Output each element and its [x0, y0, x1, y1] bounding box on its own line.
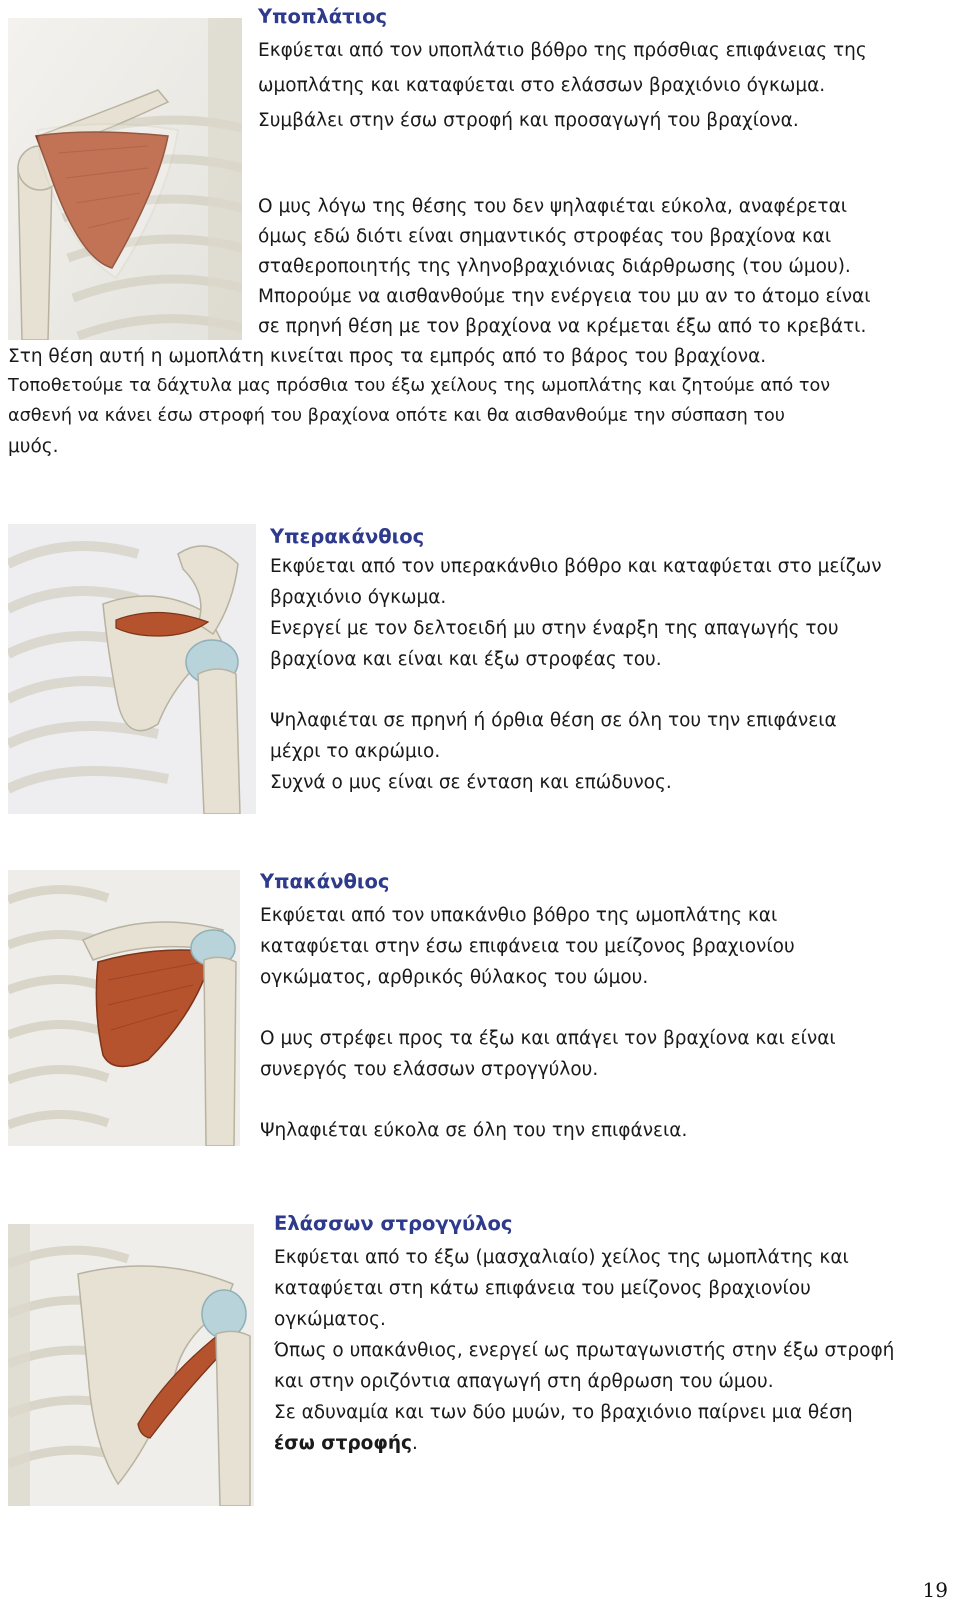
body-line: Στη θέση αυτή η ωμοπλάτη κινείται προς τα εμπρός από το βάρος του βραχίονα. — [8, 346, 767, 367]
emphasis-text: έσω στροφής — [274, 1433, 413, 1454]
section-title: Υπακάνθιος — [260, 870, 390, 893]
body-line: βραχιόνιο όγκωμα. — [270, 587, 447, 608]
line-end: . — [412, 1433, 418, 1454]
body-line: Εκφύεται από τον υπακάνθιο βόθρο της ωμοπλάτης και — [260, 905, 778, 926]
section-title: Υπερακάνθιος — [270, 525, 425, 548]
subscapularis-section — [0, 0, 960, 470]
body-line: βραχίονα και είναι και έξω στροφέας του. — [270, 649, 662, 670]
body-line: Συμβάλει στην έσω στροφή και προσαγωγή του βραχίονα. — [258, 110, 799, 131]
body-line: Ψηλαφιέται εύκολα σε όλη του την επιφάνεια. — [260, 1120, 688, 1141]
body-line: Ενεργεί με τον δελτοειδή μυ στην έναρξη της απαγωγής του — [270, 618, 839, 639]
body-line: μυός. — [8, 436, 59, 457]
body-line: καταφύεται στη κάτω επιφάνεια του μείζονος βραχιονίου — [274, 1278, 811, 1299]
body-line: Συχνά ο μυς είναι σε ένταση και επώδυνος. — [270, 772, 672, 793]
body-line: ογκώματος, αρθρικός θύλακος του ώμου. — [260, 967, 649, 988]
body-line: Όπως ο υπακάνθιος, ενεργεί ως πρωταγωνιστής στην έξω στροφή — [274, 1340, 895, 1361]
section-title: Ελάσσων στρογγύλος — [274, 1212, 513, 1235]
body-line: Σε αδυναμία και των δύο μυών, το βραχιόνιο παίρνει μια θέση — [274, 1402, 853, 1423]
body-line: Μπορούμε να αισθανθούμε την ενέργεια του μυ αν το άτομο είναι — [258, 286, 871, 307]
page-number: 19 — [922, 1578, 948, 1602]
body-line: Τοποθετούμε τα δάχτυλα μας πρόσθια του έξω χείλους της ωμοπλάτης και ζητούμε από τον — [8, 376, 831, 396]
body-line: Ψηλαφιέται σε πρηνή ή όρθια θέση σε όλη του την επιφάνεια — [270, 710, 837, 731]
body-line: σταθεροποιητής της γληνοβραχιόνιας διάρθρωσης (του ώμου). — [258, 256, 851, 277]
body-line: Ο μυς λόγω της θέσης του δεν ψηλαφιέται εύκολα, αναφέρεται — [258, 196, 848, 217]
body-line: σε πρηνή θέση με τον βραχίονα να κρέμεται έξω από το κρεβάτι. — [258, 316, 867, 337]
body-line: Εκφύεται από το έξω (μασχαλιαίο) χείλος της ωμοπλάτης και — [274, 1247, 849, 1268]
body-line: ωμοπλάτης και καταφύεται στο ελάσσων βραχιόνιο όγκωμα. — [258, 75, 826, 96]
body-line: όμως εδώ διότι είναι σημαντικός στροφέας του βραχίονα και — [258, 226, 832, 247]
teres-minor-section — [0, 1212, 960, 1472]
body-line: ογκώματος. — [274, 1309, 386, 1330]
body-line: συνεργός του ελάσσων στρογγύλου. — [260, 1059, 599, 1080]
body-line: Ο μυς στρέφει προς τα έξω και απάγει τον βραχίονα και είναι — [260, 1028, 836, 1049]
body-line-last — [274, 1433, 418, 1454]
body-line: ασθενή να κάνει έσω στροφή του βραχίονα οπότε και θα αισθανθούμε την σύσπαση του — [8, 406, 785, 426]
body-line: μέχρι το ακρώμιο. — [270, 741, 441, 762]
infraspinatus-section — [0, 870, 960, 1160]
section-title: Υποπλάτιος — [258, 5, 388, 28]
body-line: Εκφύεται από τον υποπλάτιο βόθρο της πρόσθιας επιφάνειας της — [258, 40, 867, 61]
body-line: και στην οριζόντια απαγωγή στη άρθρωση του ώμου. — [274, 1371, 774, 1392]
body-line: Εκφύεται από τον υπερακάνθιο βόθρο και καταφύεται στο μείζων — [270, 556, 882, 577]
body-line: καταφύεται στην έσω επιφάνεια του μείζονος βραχιονίου — [260, 936, 795, 957]
supraspinatus-section — [0, 520, 960, 820]
